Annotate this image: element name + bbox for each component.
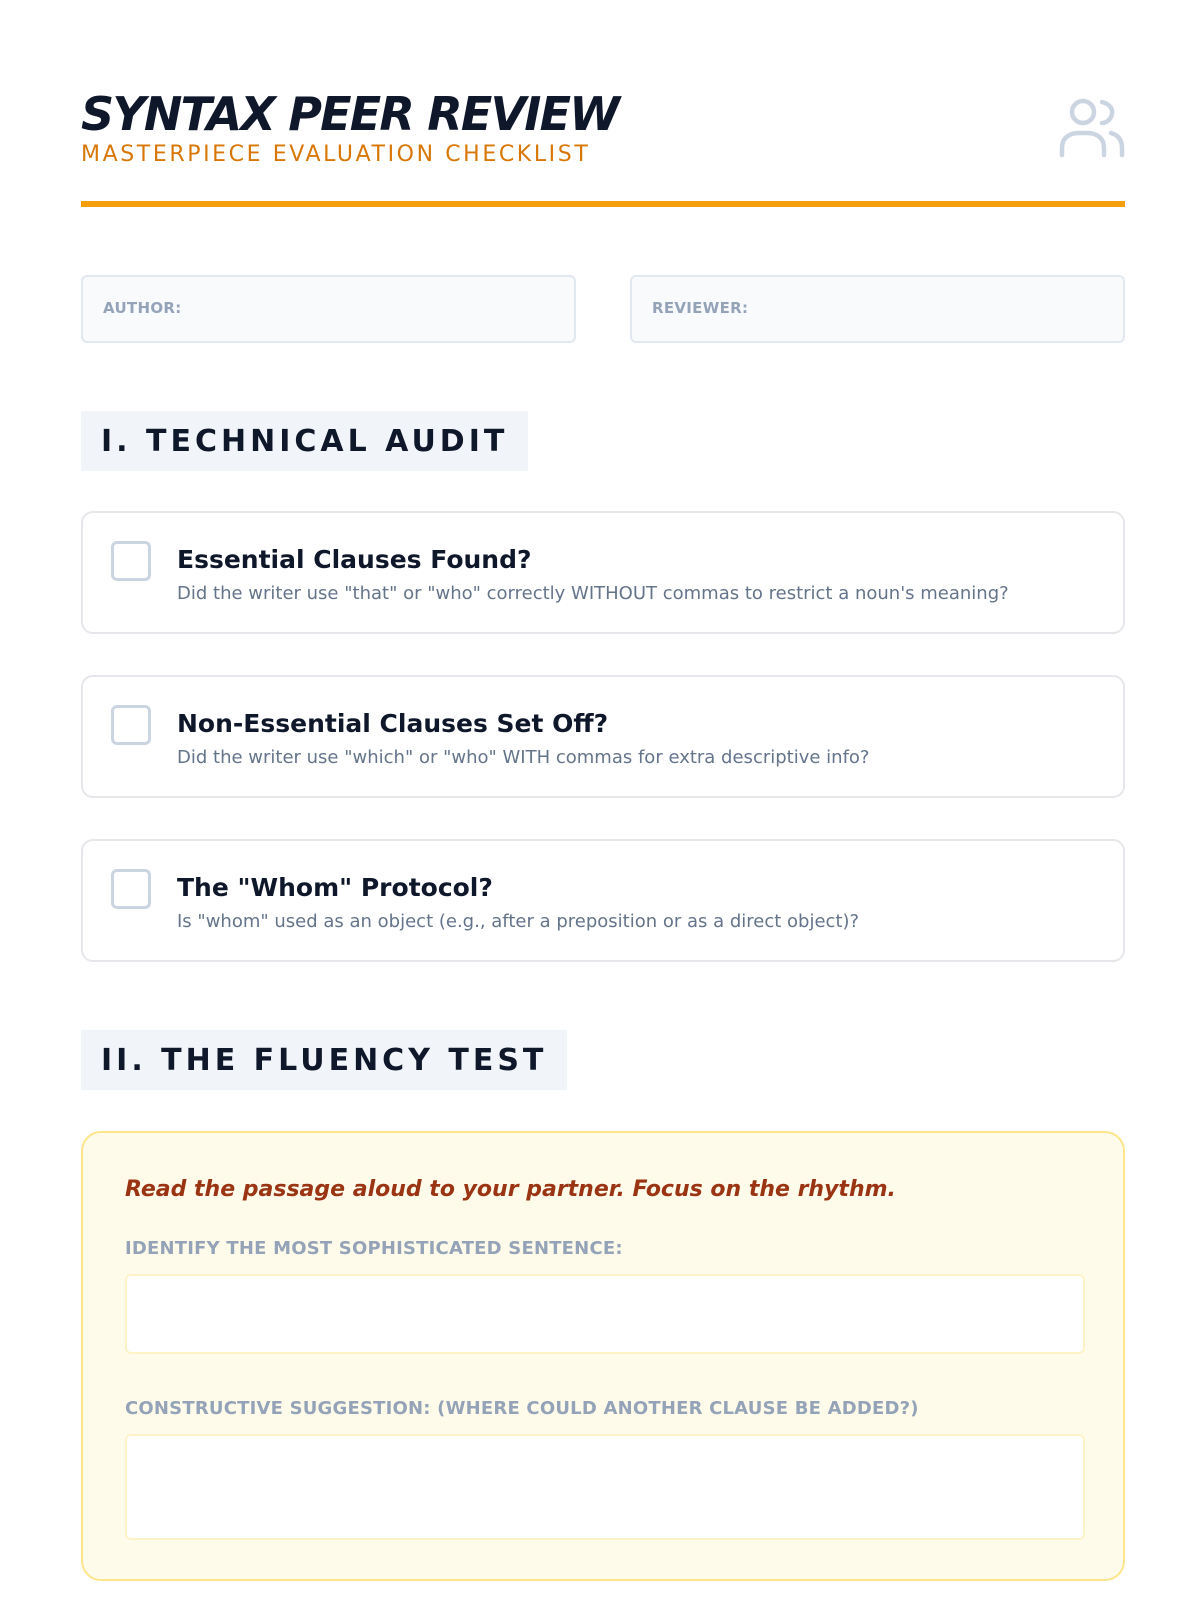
checklist-item: [81, 511, 1125, 634]
page-subtitle: MASTERPIECE EVALUATION CHECKLIST: [81, 142, 591, 167]
checklist-item-title: Non-Essential Clauses Set Off?: [177, 709, 609, 738]
checklist-item: [81, 675, 1125, 798]
section-heading-fluency-test: II. THE FLUENCY TEST: [81, 1030, 567, 1090]
header-divider: [81, 201, 1125, 207]
checklist-item-title: Essential Clauses Found?: [177, 545, 532, 574]
sophisticated-sentence-label: IDENTIFY THE MOST SOPHISTICATED SENTENCE:: [125, 1238, 623, 1259]
worksheet-header: [81, 84, 1125, 208]
fluency-panel: [81, 1131, 1125, 1581]
checklist-item-description: Did the writer use "that" or "who" correctly WITHOUT commas to restrict a noun's meaning?: [177, 583, 1009, 604]
author-label: AUTHOR:: [103, 299, 182, 317]
constructive-suggestion-label: CONSTRUCTIVE SUGGESTION: (WHERE COULD ANOTHER CLAUSE BE ADDED?): [125, 1398, 919, 1419]
checklist-item-description: Did the writer use "which" or "who" WITH commas for extra descriptive info?: [177, 747, 870, 768]
checklist-item-description: Is "whom" used as an object (e.g., after a preposition or as a direct object)?: [177, 911, 860, 932]
constructive-suggestion-input[interactable]: [125, 1434, 1085, 1540]
fluency-instruction: Read the passage aloud to your partner. Focus on the rhythm.: [125, 1177, 896, 1202]
section-heading-technical-audit: I. TECHNICAL AUDIT: [81, 411, 528, 471]
checklist-item-title: The "Whom" Protocol?: [177, 873, 493, 902]
users-icon: [1059, 98, 1125, 164]
checkbox[interactable]: [111, 869, 151, 909]
checkbox[interactable]: [111, 541, 151, 581]
page-title: SYNTAX PEER REVIEW: [81, 87, 619, 141]
reviewer-label: REVIEWER:: [652, 299, 749, 317]
checklist-item: [81, 839, 1125, 962]
reviewer-field[interactable]: [630, 275, 1125, 343]
author-field[interactable]: [81, 275, 576, 343]
checkbox[interactable]: [111, 705, 151, 745]
sophisticated-sentence-input[interactable]: [125, 1274, 1085, 1354]
